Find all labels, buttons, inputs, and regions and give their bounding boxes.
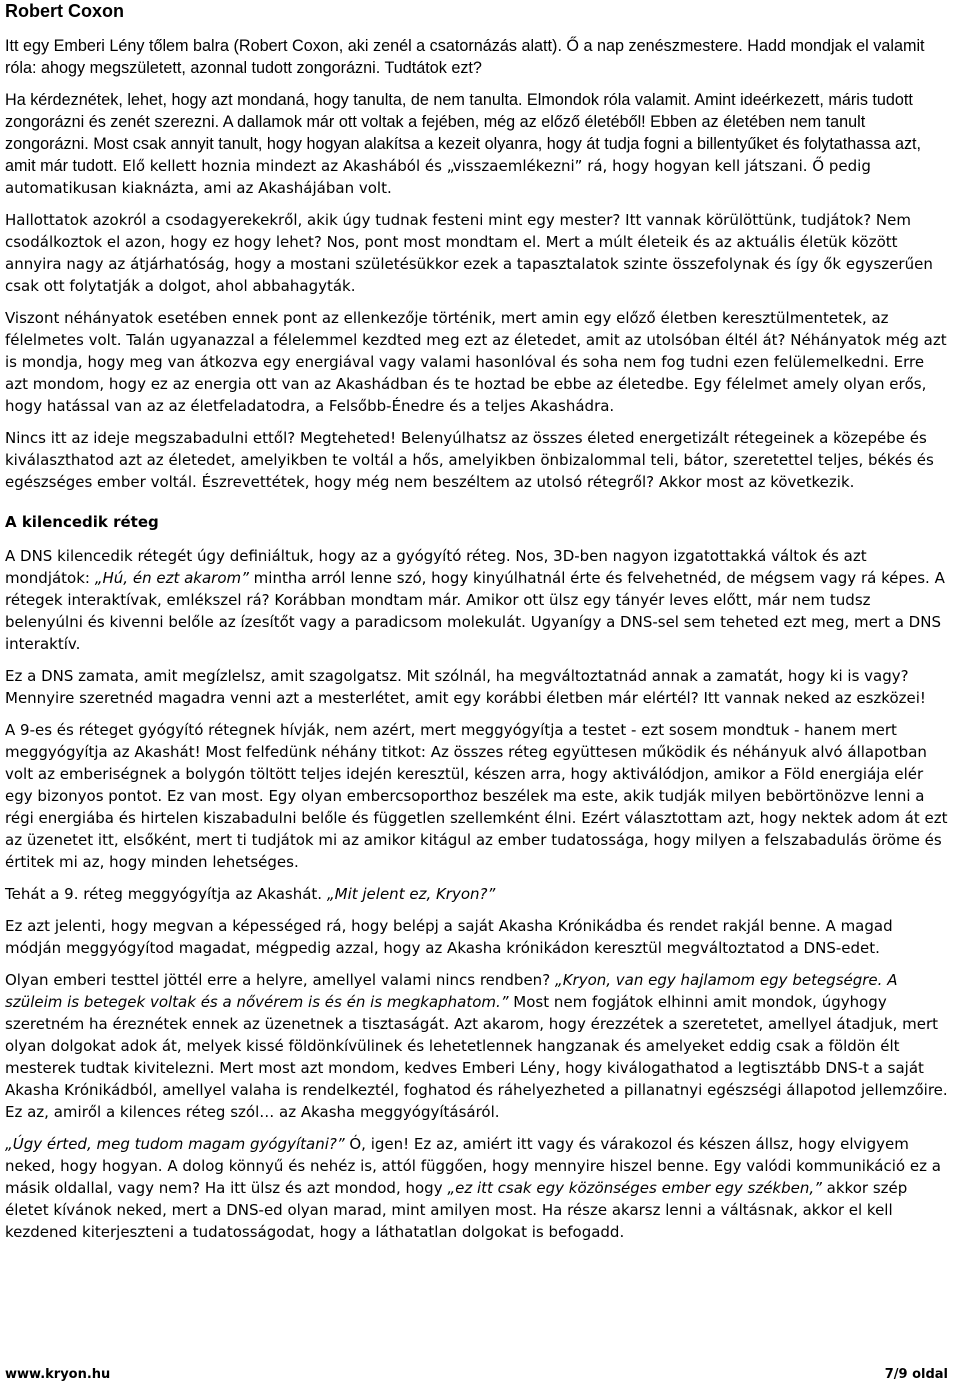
- paragraph-9-quote: „Mit jelent ez, Kryon?”: [326, 885, 496, 903]
- paragraph-6-quote: „Hú, én ezt akarom”: [94, 569, 249, 587]
- paragraph-11-part-a: Olyan emberi testtel jöttél erre a helyre, amellyel valami nincs rendben?: [5, 971, 555, 989]
- paragraph-9: [5, 883, 951, 905]
- paragraph-11: [5, 969, 951, 1123]
- paragraph-12-quote-2: „ez itt csak egy közönséges ember egy székben,”: [447, 1179, 822, 1197]
- paragraph-12-part-a: Ó, igen! Ez az, amiért itt vagy és várakozol és készen állsz, hogy elvigyem neked, hogy hogyan. A dolog könnyű és nehéz is, attól függően, hogy mennyire hiszel benne. Egy valódi kommunikáció ez a másik oldallal, vagy nem? Ha itt ülsz és azt mondod, hogy: [5, 1135, 941, 1197]
- paragraph-12-quote: „Úgy érted, meg tudom magam gyógyítani?”: [5, 1135, 345, 1153]
- paragraph-12-part-b: akkor szép életet kívánok neked, mert a DNS-ed olyan marad, mint amilyen most. Ha része akarsz lenni a váltásnak, akkor el kell kezdened kiterjeszteni a tudatosságodat, hogy a láthatatlan dolgokat is befogadd.: [5, 1179, 908, 1241]
- paragraph-6-part-a: A DNS kilencedik rétegét úgy definiáltuk, hogy az a gyógyító réteg. Nos, 3D-ben nagyon izgatottakká váltok és azt mondjátok:: [5, 547, 867, 587]
- page-title: Robert Coxon: [5, 1, 124, 21]
- paragraph-1: Itt egy Emberi Lény tőlem balra (Robert Coxon, aki zenél a csatornázás alatt). Ő a nap zenészmestere. Hadd mondjak el valamit róla: ahogy megszületett, azonnal tudott zongorázni. Tudtátok ezt?: [5, 37, 925, 77]
- paragraph-6-part-b: mintha arról lenne szó, hogy kinyúlhatnál érte és felvehetnéd, de mégsem vagy rá képes. A rétegek interaktívak, emlékszel rá? Korábban mondtam már. Amikor ott ülsz egy tányér leves előtt, már nem tudsz belenyúlni és kivenni belőle az ízesítőt vagy a paradicsom molekulát. Ugyanígy a DNS-sel sem teheted ezt meg, mert a DNS interaktív.: [5, 569, 945, 653]
- paragraph-2-part-c: A dallamok már ott voltak a fejében, még az előző életéből! Ebben az életében nem tanult zongorázni.: [5, 113, 866, 153]
- document-page: [5, 0, 951, 1253]
- paragraph-3: Hallottatok azokról a csodagyerekekről, akik úgy tudnak festeni mint egy mester? Itt vannak körülöttünk, tudjátok? Nem csodálkoztok el azon, hogy ez hogy lehet? Nos, pont most mondtam el. Mert a múlt életeik és az aktuális életük között annyira nagy az átjárhatóság, hogy a mostani születésükkor ezek a tapasztalatok szinte összefolynak és így ők egyszerűen csak ott folytatják a dolgot, ahol abbahagyták.: [5, 211, 933, 295]
- paragraph-5: Nincs itt az ideje megszabadulni ettől? Megteheted! Belenyúlhatsz az összes életed energetizált rétegeinek a közepébe és kiválaszthatod azt az életedet, amelyikben te voltál a hős, amelyikben önbizalommal teli, bátor, szeretettel teljes, békés és egészséges ember voltál. Észrevettétek, hogy még nem beszéltem az utolsó rétegről? Akkor most az következik.: [5, 429, 934, 491]
- paragraph-12: [5, 1133, 951, 1243]
- page-footer: [5, 1366, 948, 1384]
- paragraph-6: [5, 545, 951, 655]
- paragraph-2-part-e: Elő kellett hoznia mindezt az Akashából és „visszaemlékezni” rá, hogy hogyan kell játszani. Ő pedig automatikusan kiaknázta, ami az Akashájában volt.: [5, 157, 871, 197]
- footer-page-number: 7/9 oldal: [884, 1367, 948, 1382]
- paragraph-2: [5, 89, 951, 199]
- paragraph-2-part-d: Most csak annyit tanult, hogy hogyan alakítsa a kezeit olyanra, hogy át tudja fogni a billentyűket és folytathassa azt, amit már tudott.: [5, 135, 922, 175]
- paragraph-4: Viszont néhányatok esetében ennek pont az ellenkezője történik, mert amin egy előző életben keresztülmentetek, az félelmetes volt. Talán ugyanazzal a félelemmel kezdted meg ezt az életedet, amit az utolsóban éltél át? Néhányatok még azt is mondja, hogy meg van átkozva egy energiával vagy valami hasonlóval és soha nem fog tudni ezen felülemelkedni. Erre azt mondom, hogy ez az energia ott van az Akashádban és te hoztad be ebbe az életedbe. Egy félelmet amely olyan erős, hogy hatással van az az életfeladatodra, a Felsőbb-Énedre és a teljes Akashádra.: [5, 309, 947, 415]
- paragraph-11-quote: „Kryon, van egy hajlamom egy betegségre. A szüleim is betegek voltak és a nővérem is és én is megkaphatom.”: [5, 971, 898, 1011]
- paragraph-10: Ez azt jelenti, hogy megvan a képességed rá, hogy belépj a saját Akasha Krónikádba és rendet rakjál benne. A magad módján meggyógyítod magadat, mégpedig azzal, hogy az Akasha krónikádon keresztül megváltoztatod a DNS-edet.: [5, 917, 893, 957]
- footer-site-link[interactable]: www.kryon.hu: [5, 1367, 111, 1382]
- paragraph-9-part-a: Tehát a 9. réteg meggyógyítja az Akashát.: [5, 885, 327, 903]
- paragraph-8: A 9-es és réteget gyógyító rétegnek hívják, nem azért, mert meggyógyítja a testet - ezt sosem mondtuk - hanem mert meggyógyítja az Akashát! Most felfedünk néhány titkot: Az összes réteg együttesen működik és néhányuk alvó állapotban volt az emberiségnek a bolygón töltött teljes idején keresztül, készen arra, hogy aktiválódjon, amikor a Föld energiája elér egy bizonyos pontot. Ez van most. Egy olyan embercsoporthoz beszélek ma este, akik tudják milyen bebörtönözve lenni a régi energiába és hirtelen kiszabadulni belőle és független szellemként élni. Ezért választottam azt, hogy nektek adom át ezt az üzenetet itt, elsőként, mert ti tudjátok mi az amikor kitágul az ember tudatossága, hogy milyen a felszabadulás öröme és értitek mi az, hogy minden lehetséges.: [5, 721, 948, 871]
- section-heading: A kilencedik réteg: [5, 513, 159, 531]
- paragraph-11-part-b: Most nem fogjátok elhinni amit mondok, úgyhogy szeretném ha éreznétek ennek az üzenetnek a tisztaságát. Azt akarom, hogy érezzétek a szeretetet, amellyel átadjuk, mert olyan dolgokat adok át, melyek kissé földönkívülinek és lehetetlennek hangzanak és amelyeket eddig csak a földön élt mesterek tudtak kivitelezni. Mert most azt mondom, kedves Emberi Lény, hogy kiválogathatod a legtisztább DNS-t a saját Akasha Krónikádból, amellyel valaha is rendelkeztél, foghatod és ráhelyezheted a pillanatnyi egészségi állapotod jellemzőire. Ez az, amiről a kilences réteg szól… az Akasha meggyógyításáról.: [5, 993, 948, 1121]
- paragraph-2-part-a: Ha kérdeznétek, lehet, hogy azt mondaná, hogy tanulta, de nem tanulta. Elmondok róla valamit.: [5, 91, 691, 109]
- paragraph-2-part-b: Amint ideérkezett, máris tudott zongorázni és zenét szerezni.: [5, 91, 913, 131]
- paragraph-7: Ez a DNS zamata, amit megízlelsz, amit szagolgatsz. Mit szólnál, ha megváltoztatnád annak a zamatát, hogy ki is vagy? Mennyire szeretnéd magadra venni azt a mesterlétet, amit egy korábbi életben már elértél? Itt vannak neked az eszközei!: [5, 667, 926, 707]
